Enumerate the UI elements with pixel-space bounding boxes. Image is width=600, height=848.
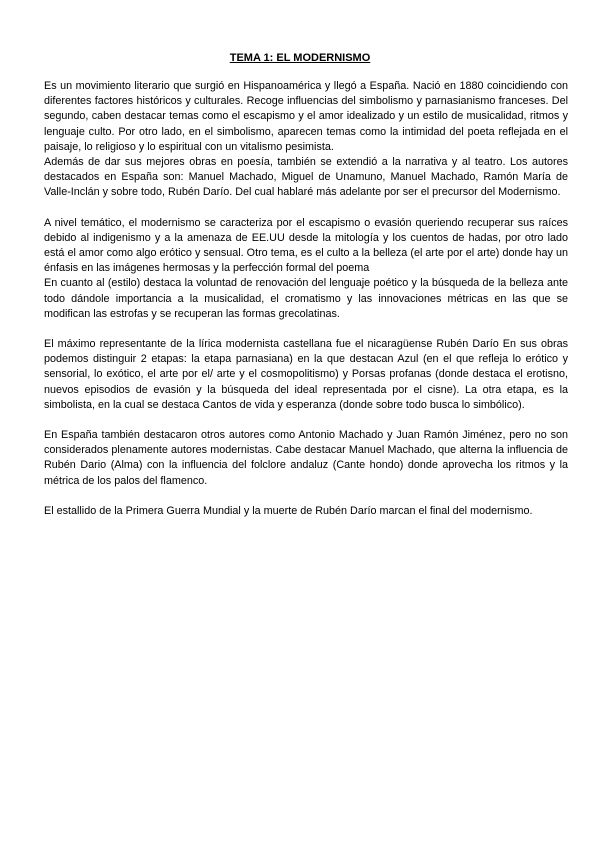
paragraph-authors: Además de dar sus mejores obras en poesía, también se extendió a la narrativa y al teatro. Los autores destacados en España son: Manuel Machado, Miguel de Unamuno, Manuel Machado, Ramón María de Valle-Inclán y sobre todo, Rubén Darío. Del cual hablaré más adelante por ser el precursor del Modernismo. — [44, 156, 568, 199]
page-title: TEMA 1: EL MODERNISMO — [229, 52, 371, 64]
paragraph-spain-authors: En España también destacaron otros autores como Antonio Machado y Juan Ramón Jiménez, pero no son considerados plenamente autores modernistas. Cabe destacar Manuel Machado, que alterna la influencia de Rubén Dario (Alma) con la influencia del folclore andaluz (Cante hondo) donde aprovecha los ritmos y la métrica de los palos del flamenco. — [44, 429, 568, 487]
paragraph-style: En cuanto al (estilo) destaca la voluntad de renovación del lenguaje poético y la búsqueda de la belleza ante todo dándole importancia a la musicalidad, el cromatismo y las innovaciones métricas en las que se modifican las estrofas y se recuperan las formas grecolatinas. — [44, 277, 568, 320]
document-body — [44, 79, 568, 519]
paragraph-themes: A nivel temático, el modernismo se caracteriza por el escapismo o evasión queriendo recuperar sus raíces debido al indigenismo y a la amenaza de EE.UU desde la mitología y los cuentos de hadas, por otro lado está el amor como algo erótico y sensual. Otro tema, es el culto a la belleza (el arte por el arte) donde hay un énfasis en las imágenes hermosas y la perfección formal del poema — [44, 216, 568, 275]
paragraph-end: El estallido de la Primera Guerra Mundial y la muerte de Rubén Darío marcan el final del modernismo. — [44, 504, 533, 517]
paragraph-origins: Es un movimiento literario que surgió en Hispanoamérica y llegó a España. Nació en 1880 coincidiendo con diferentes factores históricos y culturales. Recoge influencias del simbolismo y parnasianismo franceses. Del segundo, caben destacar temas como el escapismo y el amor idealizado y un estilo de musicalidad, ritmos y lenguaje culto. Por otro lado, en el simbolismo, aparecen temas como la intimidad del poeta reflejada en el paisaje, lo religioso y lo espiritual con un vitalismo pesimista. — [44, 80, 568, 153]
paragraph-ruben-dario: El máximo representante de la lírica modernista castellana fue el nicaragüense Rubén Darío En sus obras podemos distinguir 2 etapas: la etapa parnasiana) en la que destacan Azul (en el que refleja lo erótico y sensorial, lo exótico, el arte por el/ arte y el cosmopolitismo) y Porsas profanas (donde destaca el erotisno, nuevos episodios de evasión y la búsqueda del ideal representada por el cisne). La otra etapa, es la simbolista, en la cual se destaca Cantos de vida y esperanza (donde sobre todo busca lo simbólico). — [44, 338, 568, 411]
